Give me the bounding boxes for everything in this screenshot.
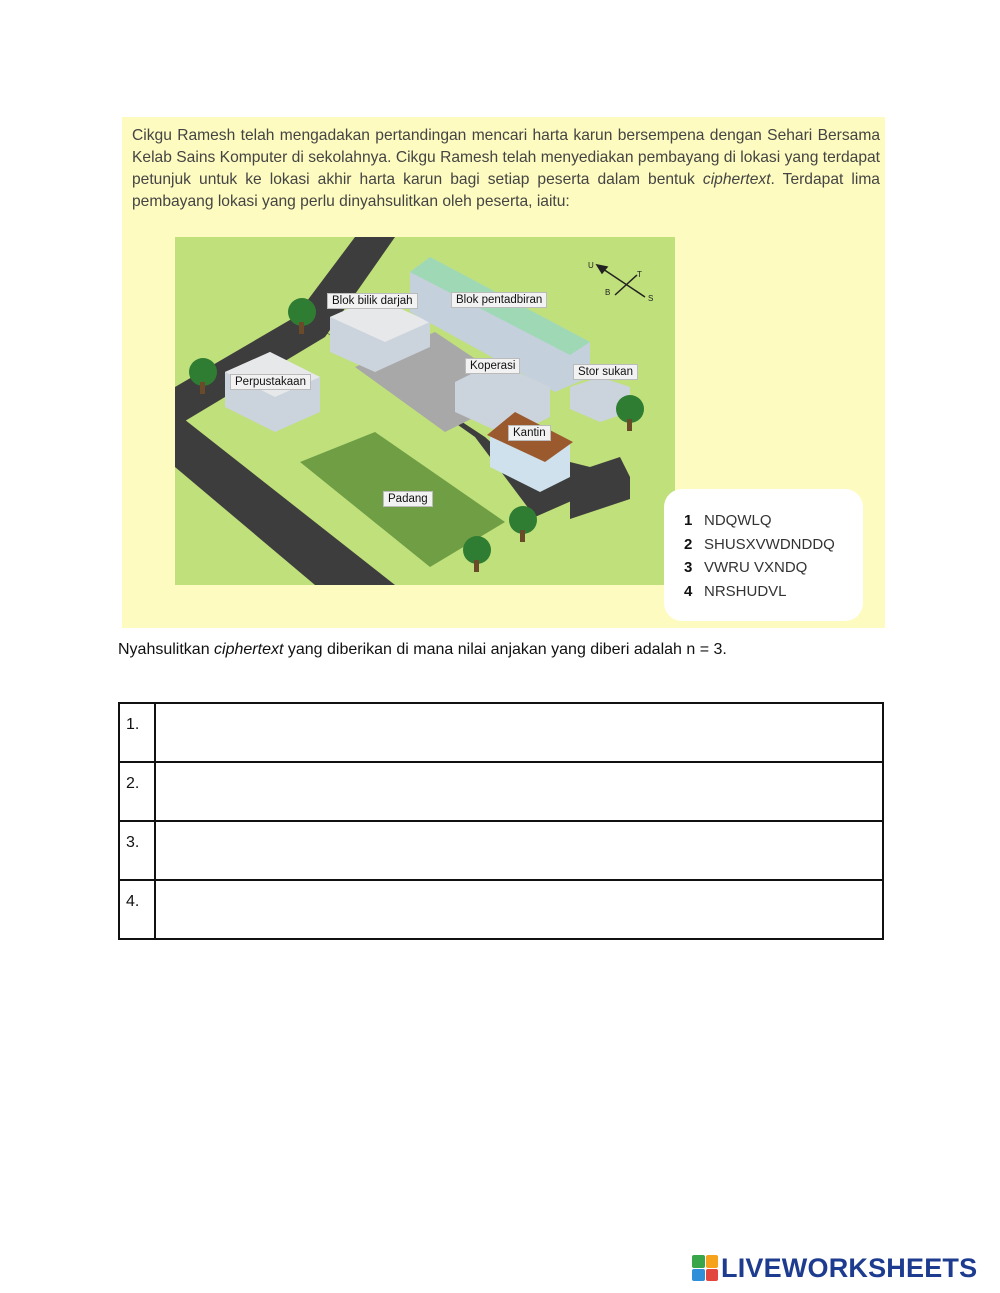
cipher-text: SHUSXVWDNDDQ xyxy=(704,535,835,553)
compass-b: B xyxy=(605,288,611,297)
intro-text-1: Cikgu Ramesh telah mengadakan pertandingan mencari harta karun bersempena dengan Sehari Bersama Kelab Sains Komputer di sekolahnya. Cikgu Ramesh telah menyediakan pembayang di lokasi yang terdapat petunjuk untuk ke lokasi akhir harta karun bagi setiap peserta dalam bentuk xyxy=(132,127,880,188)
question-panel xyxy=(122,117,885,628)
answer-row xyxy=(119,762,883,821)
label-padang: Padang xyxy=(383,491,433,507)
answer-cell xyxy=(155,821,883,880)
liveworksheets-logo xyxy=(692,1252,977,1284)
cipher-text: NDQWLQ xyxy=(704,512,772,529)
cipher-item: 1 NDQWLQ xyxy=(684,512,772,529)
answer-row xyxy=(119,703,883,762)
answer-number: 1. xyxy=(119,703,155,762)
answer-number: 2. xyxy=(119,762,155,821)
answer-input-4[interactable] xyxy=(156,888,882,932)
label-blok-pentadbiran: Blok pentadbiran xyxy=(451,292,547,308)
intro-paragraph xyxy=(132,125,880,213)
cipher-item: 4 NRSHUDVL xyxy=(684,582,787,600)
cipher-list xyxy=(684,509,835,603)
intro-text-2: . Terdapat lima pembayang lokasi yang perlu dinyahsulitkan oleh peserta, iaitu: xyxy=(132,171,880,210)
label-koperasi: Koperasi xyxy=(465,358,520,374)
cipher-text: VWRU VXNDQ xyxy=(704,559,808,576)
answer-cell xyxy=(155,880,883,939)
liveworksheets-logo-text: LIVEWORKSHEETS xyxy=(721,1252,978,1283)
answer-table xyxy=(118,702,884,940)
label-stor-sukan: Stor sukan xyxy=(573,364,638,380)
compass-t: T xyxy=(637,270,642,279)
answer-cell xyxy=(155,703,883,762)
answer-input-2[interactable] xyxy=(156,770,882,814)
cipher-list-box xyxy=(664,489,863,621)
compass-s: S xyxy=(648,294,654,303)
label-perpustakaan: Perpustakaan xyxy=(230,374,311,390)
answer-row xyxy=(119,821,883,880)
label-blok-bilik-darjah: Blok bilik darjah xyxy=(327,293,418,309)
intro-ciphertext-word: ciphertext xyxy=(702,171,771,188)
answer-input-1[interactable] xyxy=(156,711,882,755)
school-map-illustration xyxy=(175,237,675,585)
instruction-ciphertext-word: ciphertext xyxy=(214,641,284,658)
answer-input-3[interactable] xyxy=(156,829,882,873)
answer-number: 4. xyxy=(119,880,155,939)
answer-row xyxy=(119,880,883,939)
compass-u: U xyxy=(588,261,594,270)
label-kantin: Kantin xyxy=(508,425,551,441)
cipher-item: 3 VWRU VXNDQ xyxy=(684,559,808,576)
cipher-item: 2 SHUSXVWDNDDQ xyxy=(684,535,835,553)
cipher-text: NRSHUDVL xyxy=(704,582,787,600)
liveworksheets-logo-icon xyxy=(692,1255,718,1281)
answer-cell xyxy=(155,762,883,821)
instruction-text: Nyahsulitkan ciphertext yang diberikan di mana nilai anjakan yang diberi adalah n = 3. xyxy=(118,641,727,658)
answer-number: 3. xyxy=(119,821,155,880)
school-map xyxy=(175,237,675,585)
